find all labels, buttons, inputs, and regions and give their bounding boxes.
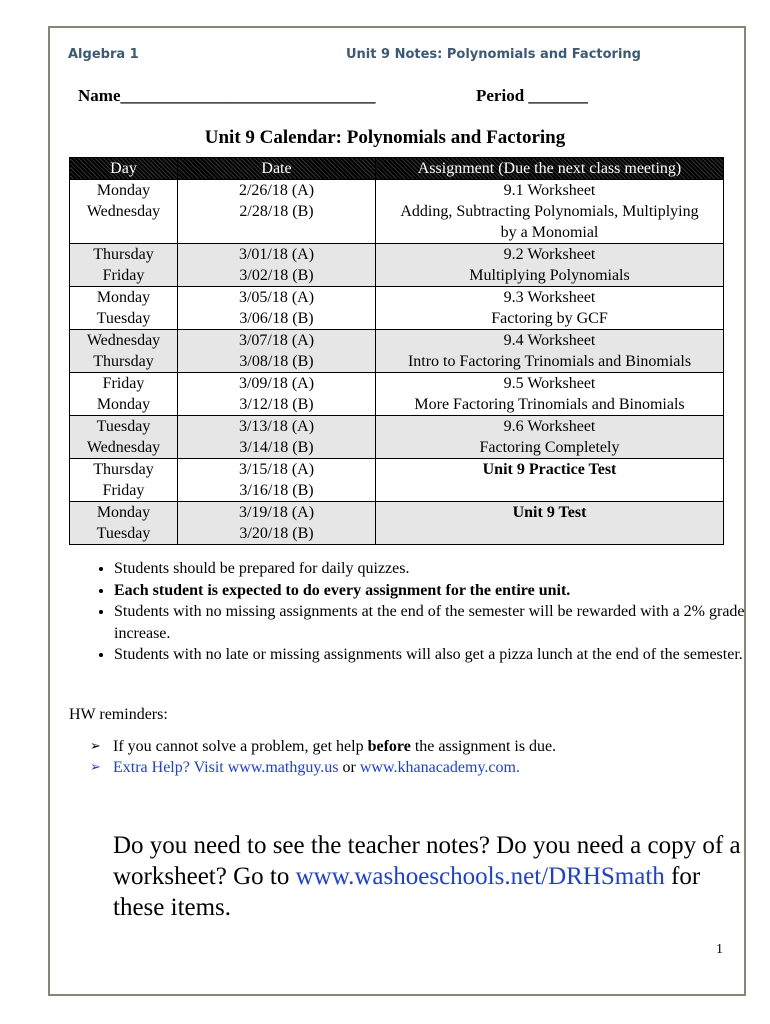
- table-row: [70, 180, 724, 244]
- date-cell-line: 3/01/18 (A): [238, 246, 315, 263]
- column-header-date: Date: [178, 158, 376, 180]
- date-cell: [178, 244, 376, 287]
- day-cell: [70, 244, 178, 287]
- day-cell-line: Tuesday: [96, 418, 151, 435]
- day-cell-line: Friday: [102, 482, 145, 499]
- date-cell: [178, 287, 376, 330]
- date-cell-line: 3/05/18 (A): [238, 289, 315, 306]
- hw-text: If you cannot solve a problem, get help: [113, 738, 368, 755]
- list-item: • Each student is expected to do every assignment for the entire unit.: [114, 580, 754, 602]
- assignment-cell-line: by a Monomial: [500, 224, 599, 241]
- date-cell: [178, 330, 376, 373]
- day-cell: [70, 459, 178, 502]
- course-header: Algebra 1: [68, 47, 139, 62]
- assignment-cell-line: 9.5 Worksheet: [503, 375, 596, 392]
- day-cell: [70, 416, 178, 459]
- assignment-cell: [376, 459, 724, 502]
- day-cell-line: Monday: [96, 289, 151, 306]
- table-row: [70, 287, 724, 330]
- khanacademy-link[interactable]: www.khanacademy.com: [359, 759, 516, 776]
- name-period-row: [78, 86, 638, 106]
- message-text: for these items.: [113, 863, 701, 921]
- day-cell-line: Tuesday: [96, 310, 151, 327]
- assignment-cell-line: Intro to Factoring Trinomials and Binomials: [407, 353, 692, 370]
- day-cell-line: Thursday: [93, 353, 154, 370]
- page-number: 1: [716, 942, 723, 957]
- date-cell-line: 3/07/18 (A): [238, 332, 315, 349]
- list-item: • Students with no late or missing assignments will also get a pizza lunch at the end of the semester.: [114, 644, 754, 666]
- calendar-table: [69, 157, 724, 545]
- day-cell: [70, 287, 178, 330]
- date-cell: [178, 502, 376, 545]
- assignment-cell: [376, 416, 724, 459]
- teacher-notes-message: [113, 830, 753, 923]
- table-row: [70, 373, 724, 416]
- day-cell-line: Monday: [96, 182, 151, 199]
- assignment-cell-line: 9.6 Worksheet: [503, 418, 596, 435]
- table-row: [70, 502, 724, 545]
- hw-bold-text: before: [367, 738, 411, 755]
- date-cell-line: 3/12/18 (B): [239, 396, 314, 413]
- hw-text: Extra Help? Visit: [113, 759, 228, 776]
- date-cell-line: 3/06/18 (B): [239, 310, 314, 327]
- date-cell: [178, 459, 376, 502]
- arrow-bullet-icon: ➢: [90, 739, 101, 754]
- column-header-assignment: Assignment (Due the next class meeting): [376, 158, 724, 180]
- drhsmath-link[interactable]: www.washoeschools.net/DRHSmath: [295, 863, 665, 890]
- day-cell-line: Monday: [96, 504, 151, 521]
- date-cell-line: 3/02/18 (B): [239, 267, 314, 284]
- date-cell-line: 3/09/18 (A): [238, 375, 315, 392]
- notes-list: [92, 558, 754, 666]
- date-cell-line: 3/15/18 (A): [238, 461, 315, 478]
- assignment-cell-line: More Factoring Trinomials and Binomials: [414, 396, 685, 413]
- day-cell-line: Monday: [96, 396, 151, 413]
- day-cell-line: Thursday: [93, 461, 154, 478]
- day-cell: [70, 373, 178, 416]
- day-cell-line: Tuesday: [96, 525, 151, 542]
- table-row: [70, 330, 724, 373]
- date-cell-line: 3/13/18 (A): [238, 418, 315, 435]
- date-cell-line: 3/19/18 (A): [238, 504, 315, 521]
- date-cell-line: 2/28/18 (B): [239, 203, 314, 220]
- day-cell-line: Wednesday: [86, 332, 161, 349]
- assignment-cell: [376, 502, 724, 545]
- assignment-cell: [376, 244, 724, 287]
- message-text: Do you need to see the teacher notes? Do you need a copy of a worksheet? Go to: [113, 832, 741, 890]
- table-row: [70, 459, 724, 502]
- list-item: • Students with no missing assignments at the end of the semester will be rewarded with a 2% grade increase.: [114, 601, 754, 644]
- unit-header: Unit 9 Notes: Polynomials and Factoring: [346, 47, 641, 62]
- date-cell: [178, 416, 376, 459]
- date-cell-line: 2/26/18 (A): [238, 182, 315, 199]
- day-cell-line: Wednesday: [86, 439, 161, 456]
- assignment-cell: [376, 373, 724, 416]
- date-cell-line: 3/14/18 (B): [239, 439, 314, 456]
- hw-reminders-heading: HW reminders:: [69, 706, 168, 723]
- day-cell-line: Wednesday: [86, 203, 161, 220]
- day-cell: [70, 502, 178, 545]
- assignment-cell-line: 9.4 Worksheet: [503, 332, 596, 349]
- assignment-cell-line: Adding, Subtracting Polynomials, Multiplying: [400, 203, 699, 220]
- table-header-row: [70, 158, 724, 180]
- assignment-cell-line: Factoring by GCF: [491, 310, 608, 327]
- assignment-cell-line: Factoring Completely: [479, 439, 620, 456]
- hw-text: the assignment is due.: [410, 738, 557, 755]
- arrow-bullet-icon: ➢: [90, 760, 101, 775]
- assignment-cell: [376, 287, 724, 330]
- table-row: [70, 244, 724, 287]
- date-cell: [178, 180, 376, 244]
- name-field: Name______________________________: [78, 86, 376, 105]
- date-cell-line: 3/16/18 (B): [239, 482, 314, 499]
- assignment-cell: [376, 330, 724, 373]
- assignment-cell-line: 9.1 Worksheet: [503, 182, 596, 199]
- hw-text: .: [515, 759, 520, 776]
- list-item: [90, 736, 730, 757]
- list-item: [90, 757, 730, 778]
- calendar-title: Unit 9 Calendar: Polynomials and Factoring: [204, 127, 566, 148]
- date-cell-line: 3/08/18 (B): [239, 353, 314, 370]
- assignment-cell-line: Multiplying Polynomials: [469, 267, 630, 284]
- day-cell: [70, 180, 178, 244]
- mathguy-link[interactable]: www.mathguy.us: [227, 759, 339, 776]
- period-field: Period _______: [476, 86, 588, 105]
- date-cell-line: 3/20/18 (B): [239, 525, 314, 542]
- date-cell: [178, 373, 376, 416]
- list-item: • Students should be prepared for daily quizzes.: [114, 558, 754, 580]
- hw-text: or: [338, 759, 360, 776]
- hw-reminders-list: [90, 736, 730, 778]
- day-cell-line: Thursday: [93, 246, 154, 263]
- assignment-cell-line: Unit 9 Test: [512, 504, 587, 521]
- assignment-cell-line: 9.2 Worksheet: [503, 246, 596, 263]
- assignment-cell-line: Unit 9 Practice Test: [482, 461, 617, 478]
- table-row: [70, 416, 724, 459]
- day-cell-line: Friday: [102, 267, 145, 284]
- day-cell-line: Friday: [102, 375, 145, 392]
- day-cell: [70, 330, 178, 373]
- assignment-cell: [376, 180, 724, 244]
- column-header-day: Day: [70, 158, 178, 180]
- assignment-cell-line: 9.3 Worksheet: [503, 289, 596, 306]
